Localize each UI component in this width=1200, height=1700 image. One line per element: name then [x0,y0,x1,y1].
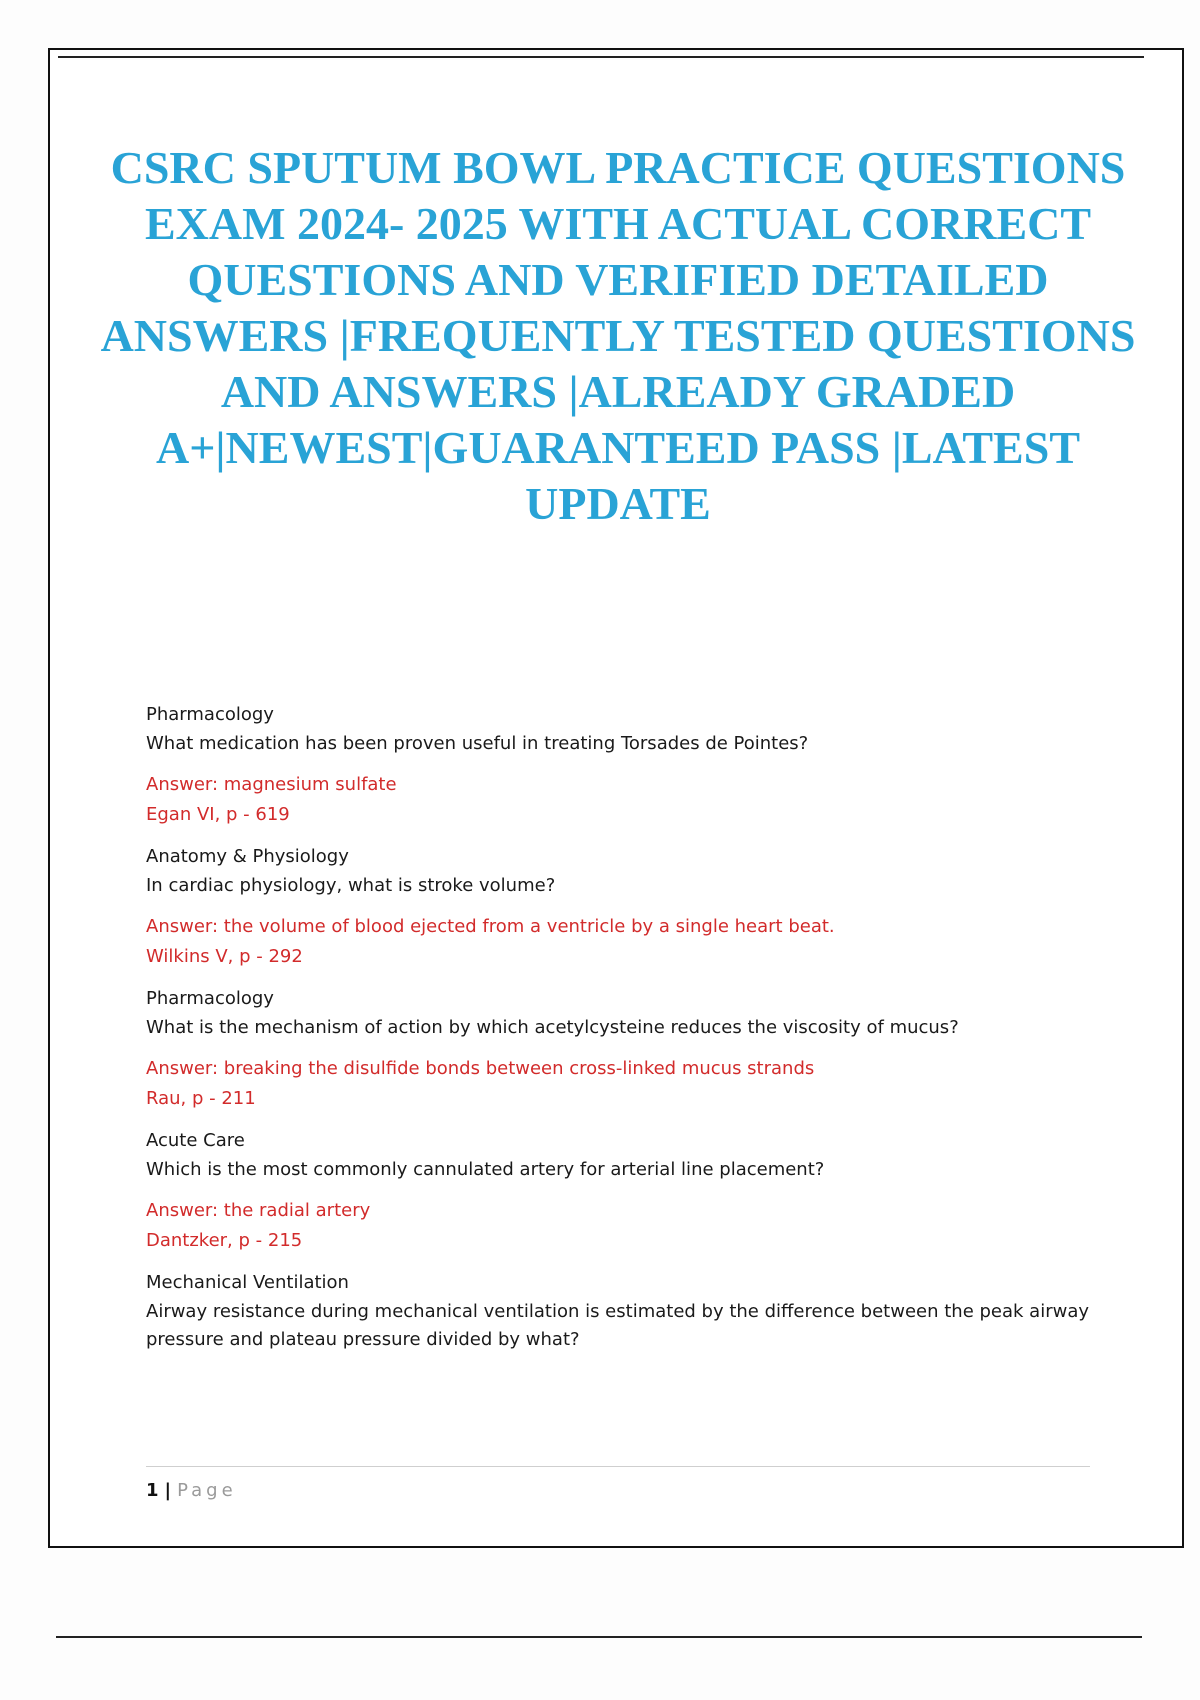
qa-category: Anatomy & Physiology [146,846,349,867]
qa-category: Pharmacology [146,704,274,725]
qa-answer: Answer: the radial artery [146,1200,371,1221]
qa-item [146,842,1136,972]
qa-category: Acute Care [146,1130,245,1151]
qa-answer: Answer: breaking the disulfide bonds between cross-linked mucus strands [146,1058,815,1079]
document-page [48,48,1184,1548]
qa-reference: Rau, p - 211 [146,1088,256,1109]
qa-question: What is the mechanism of action by which acetylcysteine reduces the viscosity of mucus? [146,1017,959,1038]
qa-item [146,1268,1136,1354]
page-footer [146,1480,237,1501]
qa-category: Mechanical Ventilation [146,1272,349,1293]
document-title: CSRC SPUTUM BOWL PRACTICE QUESTIONS EXAM 2024- 2025 WITH ACTUAL CORRECT QUESTIONS AND VERIFIED DETAILED ANSWERS |FREQUENTLY TESTED QUESTIONS AND ANSWERS |ALREADY GRADED A+|NEWEST|GUARANTEED PASS |LATEST UPDATE [100,142,1136,529]
footer-rule [146,1466,1090,1467]
top-rule [58,56,1144,58]
qa-question: In cardiac physiology, what is stroke volume? [146,875,556,896]
qa-answer: Answer: magnesium sulfate [146,774,397,795]
bottom-rule [56,1636,1142,1638]
qa-question: Which is the most commonly cannulated artery for arterial line placement? [146,1159,825,1180]
qa-item [146,984,1136,1114]
qa-question: Airway resistance during mechanical ventilation is estimated by the difference between the peak airway pressure and plateau pressure divided by what? [146,1301,1090,1350]
page-label: Page [177,1480,237,1501]
qa-item [146,700,1136,830]
footer-separator: | [164,1480,172,1501]
page-number: 1 [146,1480,159,1501]
qa-reference: Wilkins V, p - 292 [146,946,303,967]
qa-answer: Answer: the volume of blood ejected from a ventricle by a single heart beat. [146,916,835,937]
qa-reference: Dantzker, p - 215 [146,1230,303,1251]
qa-list [146,700,1136,1366]
qa-item [146,1126,1136,1256]
qa-reference: Egan VI, p - 619 [146,804,290,825]
qa-category: Pharmacology [146,988,274,1009]
qa-question: What medication has been proven useful in treating Torsades de Pointes? [146,733,809,754]
